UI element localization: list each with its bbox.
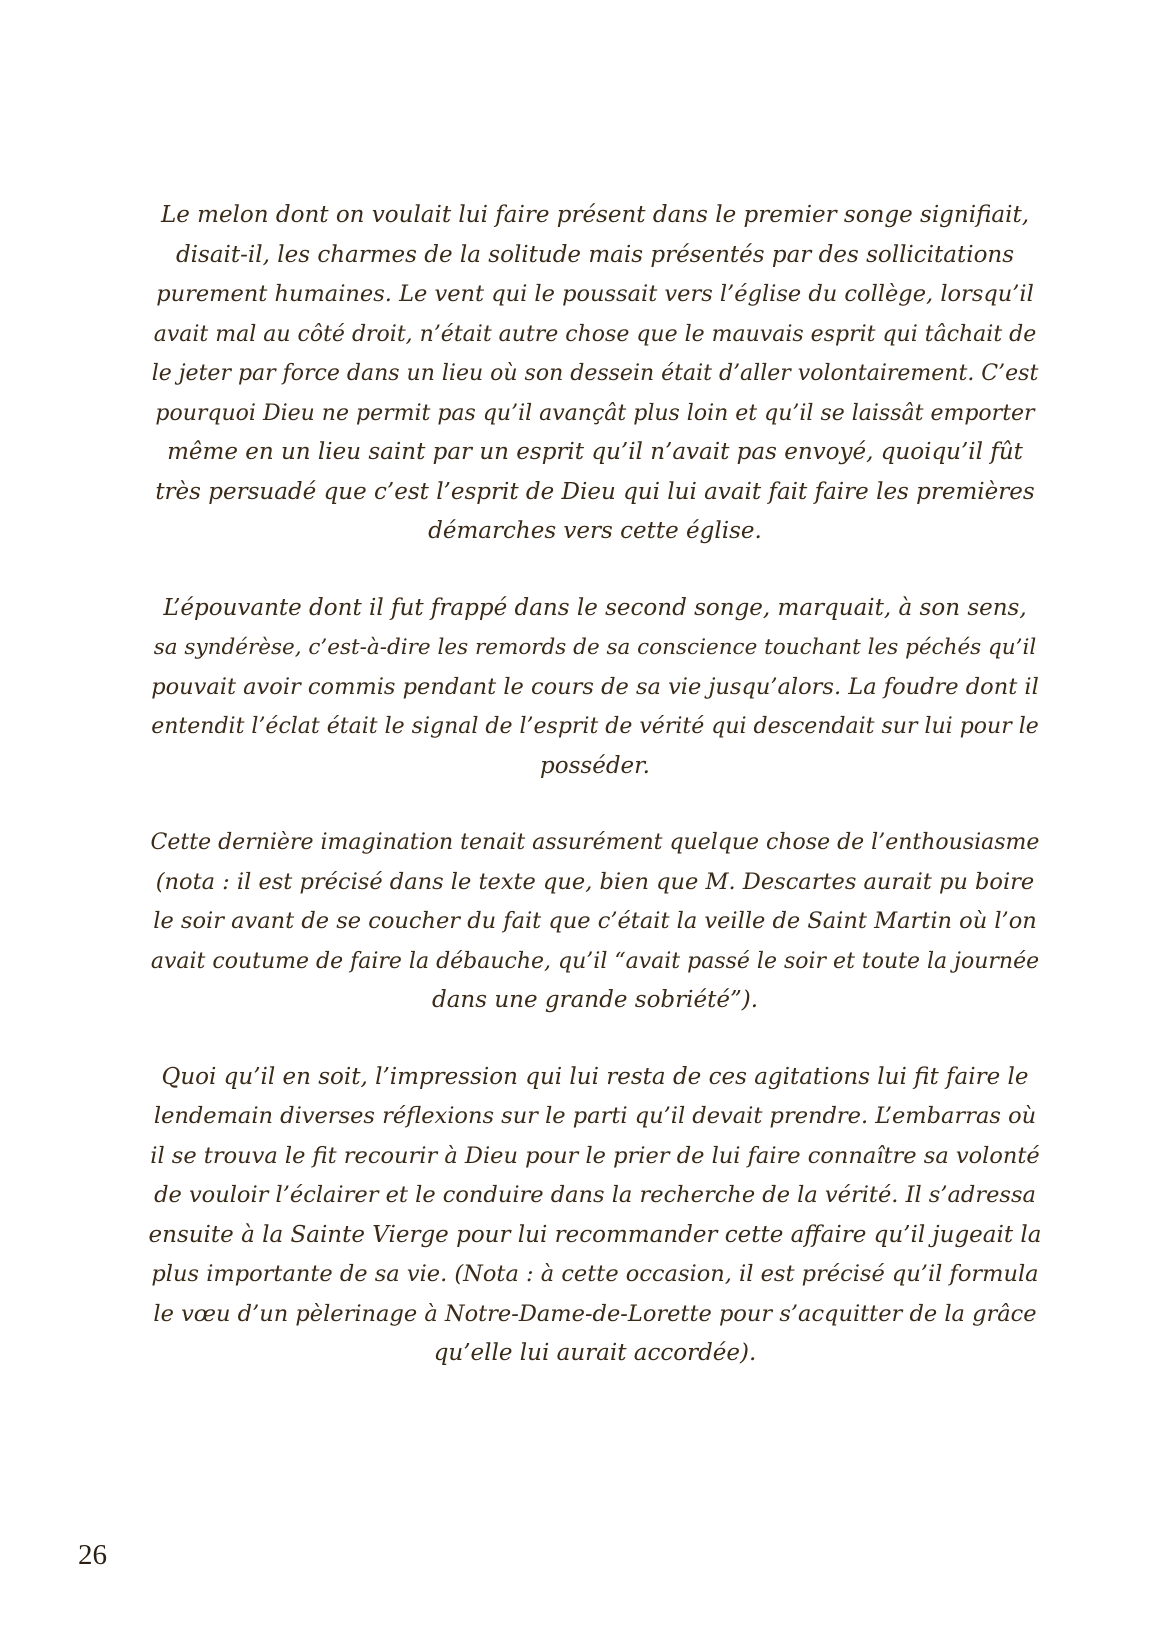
- text-line: le jeter par force dans un lieu où son dessein était d’aller volontairement. C’est: [151, 361, 1039, 386]
- text-line: avait mal au côté droit, n’était autre chose que le mauvais esprit qui tâchait de: [153, 321, 1037, 347]
- text-line: le soir avant de se coucher du fait que c’était la veille de Saint Martin où l’on: [153, 908, 1037, 934]
- paragraph-3: [148, 823, 1042, 1021]
- text-line: disait-il, les charmes de la solitude mais présentés par des sollicitations: [175, 241, 1015, 268]
- text-line: lendemain diverses réflexions sur le parti qu’il devait prendre. L’embarras où: [153, 1103, 1037, 1129]
- text-line: purement humaines. Le vent qui le poussait vers l’église du collège, lorsqu’il: [156, 281, 1034, 307]
- text-line: Cette dernière imagination tenait assurément quelque chose de l’enthousiasme: [150, 830, 1040, 855]
- text-line: pouvait avoir commis pendant le cours de sa vie jusqu’alors. La foudre dont il: [151, 673, 1039, 700]
- text-line: sa syndérèse, c’est-à-dire les remords de sa conscience touchant les péchés qu’il: [153, 635, 1037, 660]
- text-line: plus importante de sa vie. (Nota : à cette occasion, il est précisé qu’il formula: [151, 1261, 1039, 1287]
- text-line: entendit l’éclat était le signal de l’esprit de vérité qui descendait sur lui pour le: [151, 714, 1039, 739]
- text-line: L’épouvante dont il fut frappé dans le second songe, marquait, à son sens,: [163, 594, 1027, 621]
- body-text: [148, 196, 1042, 1411]
- text-line: pourquoi Dieu ne permit pas qu’il avançât plus loin et qu’il se laissât emporter: [155, 400, 1035, 426]
- paragraph-4: [148, 1058, 1042, 1374]
- text-line: très persuadé que c’est l’esprit de Dieu qui lui avait fait faire les premières: [155, 478, 1035, 505]
- text-line: même en un lieu saint par un esprit qu’il n’avait pas envoyé, quoiqu’il fût: [167, 439, 1023, 465]
- page-number: 26: [78, 1539, 107, 1571]
- paragraph-1: [148, 196, 1042, 552]
- text-line: avait coutume de faire la débauche, qu’il “avait passé le soir et toute la journée: [150, 948, 1040, 974]
- text-line: (nota : il est précisé dans le texte que, bien que M. Descartes aurait pu boire: [155, 868, 1035, 895]
- text-line: Le melon dont on voulait lui faire présent dans le premier songe signifiait,: [160, 202, 1030, 228]
- text-line: le vœu d’un pèlerinage à Notre-Dame-de-Lorette pour s’acquitter de la grâce: [153, 1300, 1037, 1327]
- text-line: démarches vers cette église.: [428, 518, 762, 544]
- text-line: qu’elle lui aurait accordée).: [433, 1340, 757, 1366]
- text-line: il se trouva le fit recourir à Dieu pour le prier de lui faire connaître sa volonté: [150, 1142, 1040, 1169]
- text-line: dans une grande sobriété”).: [431, 987, 759, 1013]
- paragraph-2: [148, 589, 1042, 787]
- text-line: de vouloir l’éclairer et le conduire dans la recherche de la vérité. Il s’adressa: [154, 1182, 1036, 1208]
- text-line: Quoi qu’il en soit, l’impression qui lui resta de ces agitations lui fit faire le: [161, 1063, 1029, 1090]
- text-line: ensuite à la Sainte Vierge pour lui recommander cette affaire qu’il jugeait la: [148, 1221, 1042, 1248]
- text-line: posséder.: [540, 752, 650, 779]
